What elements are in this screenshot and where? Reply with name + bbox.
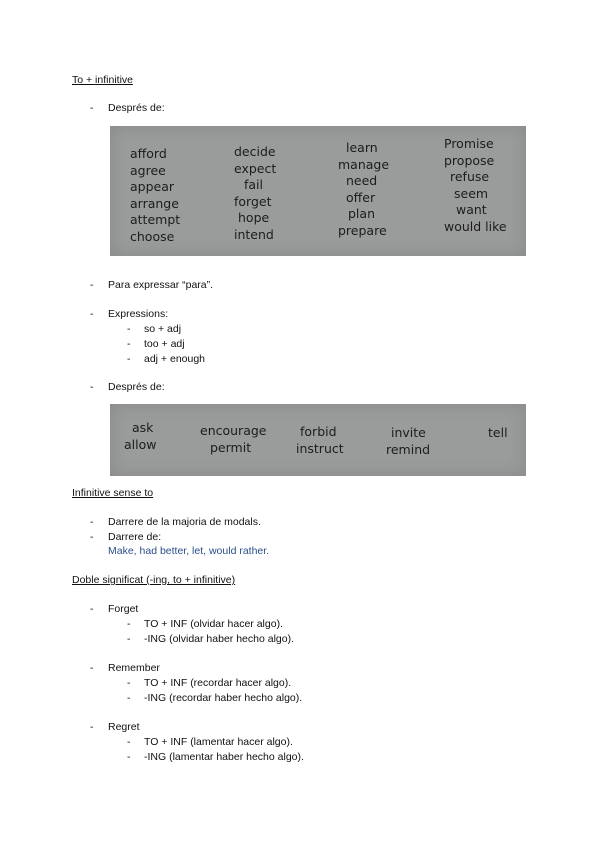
verb-word: fail [244, 177, 264, 192]
bullet-modals: Darrere de la majoria de modals. [108, 516, 261, 528]
dash: - [127, 677, 131, 689]
verb-word: refuse [450, 169, 490, 184]
dash: - [127, 338, 131, 350]
dash: - [127, 323, 131, 335]
verb-word: choose [130, 228, 175, 244]
verb-word: invite [391, 425, 426, 440]
verb-word: want [456, 202, 487, 217]
section-heading-doble-significat: Doble significat (-ing, to + infinitive) [72, 574, 236, 586]
verb-word: propose [444, 152, 495, 168]
bullet-despres-de-1: Després de: [108, 102, 165, 114]
verb-column-3 [338, 140, 389, 239]
dash: - [90, 531, 94, 543]
verb-word: forget [234, 193, 272, 209]
dash: - [90, 279, 94, 291]
verb-word: agree [130, 162, 166, 178]
dash: - [127, 618, 131, 630]
dash: - [127, 736, 131, 748]
verb-word: Promise [444, 136, 494, 151]
section-heading-infinitive-sense-to: Infinitive sense to [72, 487, 154, 499]
dash: - [90, 603, 94, 615]
expression-item: so + adj [144, 323, 182, 335]
verb-word: would like [444, 218, 507, 234]
dash: - [127, 751, 131, 763]
verb-word: learn [346, 140, 378, 155]
verb-column-1 [130, 146, 180, 245]
verb-word: decide [234, 144, 276, 159]
verb-word: remind [386, 442, 431, 457]
verb-list-photo-2 [110, 404, 526, 476]
bullet-para-expressar: Para expressar “para”. [108, 279, 214, 291]
verb-word: prepare [338, 222, 387, 238]
verb-word: seem [454, 185, 489, 201]
dash: - [90, 721, 94, 733]
dash: - [90, 516, 94, 528]
meaning-to-inf: TO + INF (olvidar hacer algo). [144, 618, 283, 630]
dash: - [90, 308, 94, 320]
verb-word: manage [338, 156, 390, 172]
meaning-ing: -ING (olvidar haber hecho algo). [144, 633, 294, 645]
expression-item: too + adj [144, 338, 185, 350]
section-heading-to-infinitive: To + infinitive [72, 74, 133, 86]
verb-word: tell [488, 425, 508, 440]
verb-list-photo-1 [110, 126, 526, 256]
verb-word: expect [234, 160, 277, 176]
bullet-despres-de-2: Després de: [108, 381, 165, 393]
bullet-darrere-de: Darrere de: [108, 531, 162, 543]
meaning-to-inf: TO + INF (recordar hacer algo). [144, 677, 292, 689]
dash: - [127, 633, 131, 645]
examples-line: Make, had better, let, would rather. [108, 545, 270, 557]
verb-word: afford [130, 146, 167, 161]
verb-word: instruct [296, 441, 344, 456]
verb-regret: Regret [108, 721, 140, 733]
verb-word: encourage [200, 423, 267, 438]
bullet-expressions: Expressions: [108, 308, 169, 320]
meaning-to-inf: TO + INF (lamentar hacer algo). [144, 736, 293, 748]
verb-word: need [346, 173, 378, 188]
verb-word: plan [348, 206, 375, 221]
verb-remember: Remember [108, 662, 160, 674]
verb-word: arrange [130, 195, 179, 211]
verb-word: intend [234, 226, 274, 242]
verb-word: offer [346, 189, 376, 205]
verb-forget: Forget [108, 603, 139, 615]
verb-word: allow [124, 437, 157, 452]
dash: - [90, 381, 94, 393]
verb-word: forbid [300, 424, 337, 439]
verb-word: attempt [130, 212, 181, 227]
verb-word: hope [238, 210, 270, 225]
verb-word: ask [132, 420, 154, 435]
dash: - [127, 353, 131, 365]
expression-item: adj + enough [144, 353, 206, 365]
dash: - [90, 662, 94, 674]
dash: - [127, 692, 131, 704]
dash: - [90, 102, 94, 114]
verb-column-4 [444, 136, 507, 235]
verb-column-2 [234, 144, 276, 243]
meaning-ing: -ING (lamentar haber hecho algo). [144, 751, 304, 763]
verb-word: appear [130, 179, 175, 194]
verb-word: permit [210, 440, 252, 455]
meaning-ing: -ING (recordar haber hecho algo). [144, 692, 303, 704]
